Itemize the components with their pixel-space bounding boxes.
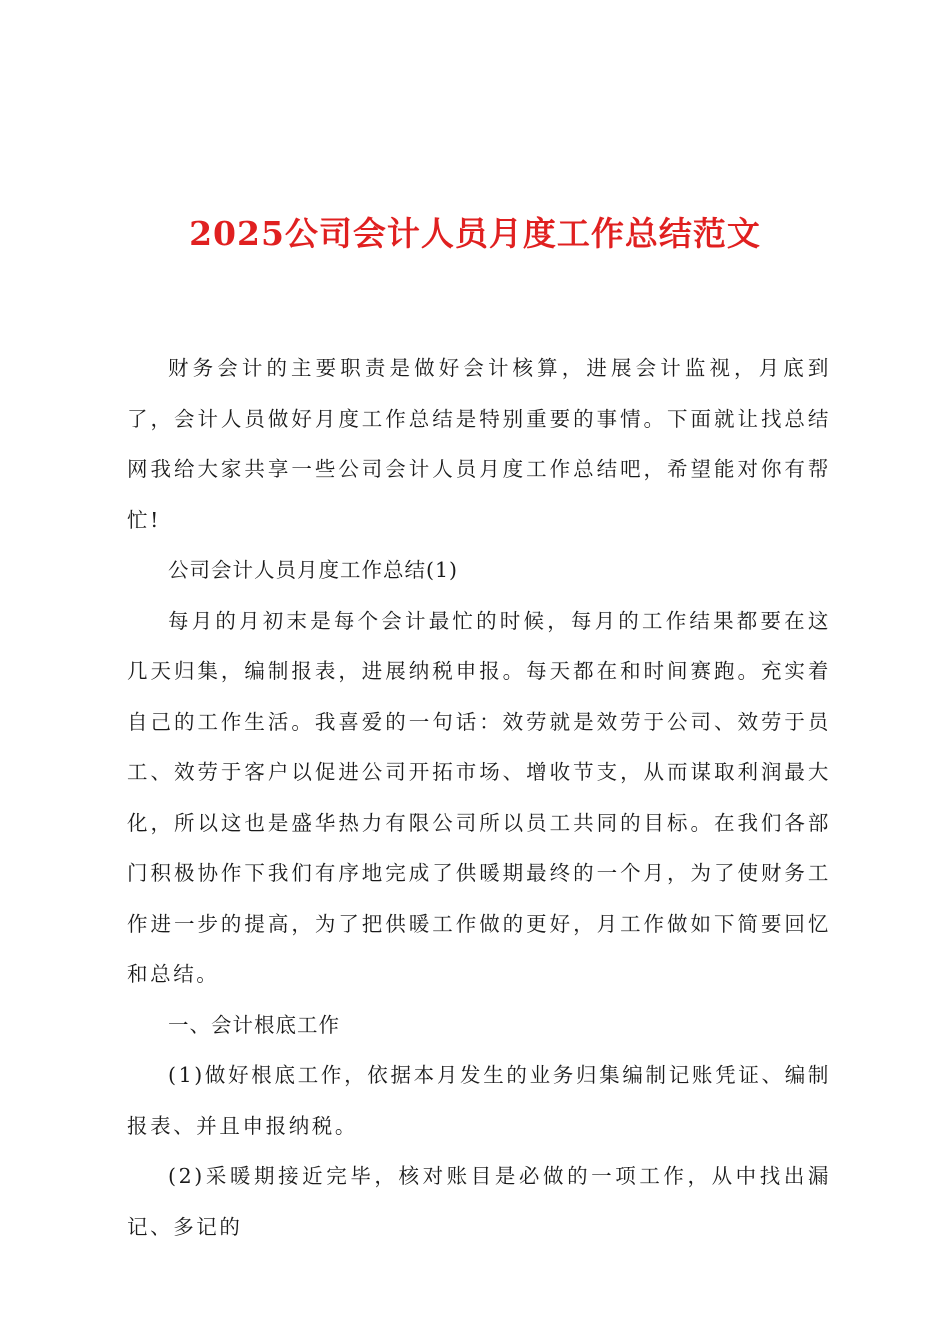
body-paragraph: 每月的月初末是每个会计最忙的时候，每月的工作结果都要在这几天归集，编制报表，进展纳税申报。每天都在和时间赛跑。充实着自己的工作生活。我喜爱的一句话：效劳就是效劳于公司、效劳于员工、效劳于客户以促进公司开拓市场、增收节支，从而谋取利润最大化，所以这也是盛华热力有限公司所以员工共同的目标。在我们各部门积极协作下我们有序地完成了供暖期最终的一个月，为了使财务工作进一步的提高，为了把供暖工作做的更好，月工作做如下简要回忆和总结。: [127, 608, 831, 986]
document-body: [127, 343, 831, 1252]
list-item-2: (2)采暖期接近完毕，核对账目是必做的一项工作，从中找出漏记、多记的: [127, 1164, 831, 1239]
document-title: 2025公司会计人员月度工作总结范文: [189, 214, 761, 253]
section-heading-accounting-basics: 一、会计根底工作: [168, 1012, 340, 1037]
intro-paragraph: 财务会计的主要职责是做好会计核算，进展会计监视，月底到了，会计人员做好月度工作总结是特别重要的事情。下面就让找总结网我给大家共享一些公司会计人员月度工作总结吧，希望能对你有帮忙!: [127, 356, 831, 532]
list-item-1: (1)做好根底工作，依据本月发生的业务归集编制记账凭证、编制报表、并且申报纳税。: [127, 1063, 831, 1138]
section-heading-summary-1: 公司会计人员月度工作总结(1): [168, 558, 459, 582]
